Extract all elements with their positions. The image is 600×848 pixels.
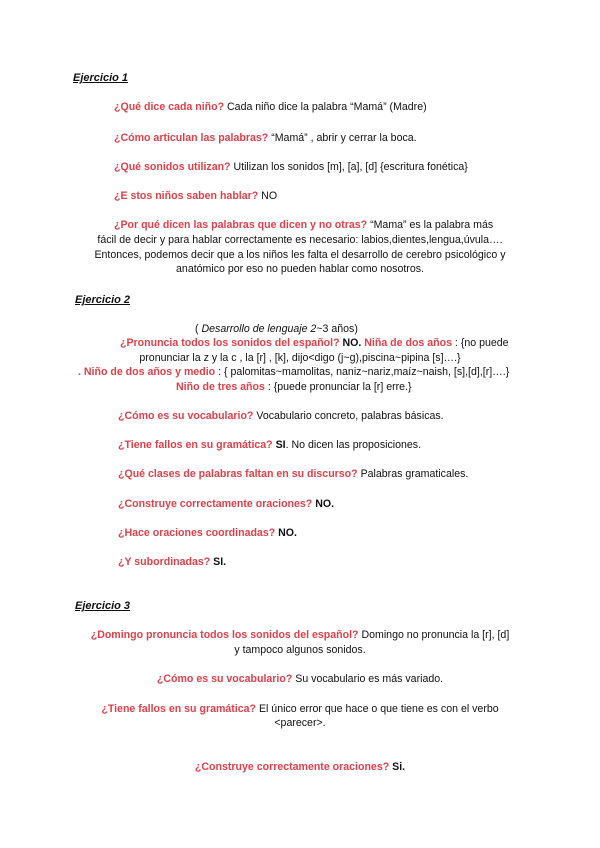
question: ¿Domingo pronuncia todos los sonidos del español? [90,629,359,641]
girl2-label: Niña de dos años [361,337,452,349]
question: ¿Cómo es su vocabulario? [118,410,254,422]
ex1-a5-line3: Entonces, podemos decir que a los niños les falta el desarrollo de cerebro psicológico y [94,249,506,261]
answer: Cada niño dice la palabra “Mamá” (Madre) [224,101,427,113]
girl2-text: : {no puede [451,337,509,349]
exercise-3-title: Ejercicio 3 [75,600,131,612]
ex1-q5-line [114,219,493,232]
question: ¿E stos niños saben hablar? [114,190,259,202]
answer: “Mamá” , abrir y cerrar la boca. [268,132,417,144]
answer: El único error que hace o que tiene es con el verbo [256,703,499,715]
question: ¿Qué clases de palabras faltan en su discurso? [118,468,358,480]
exercise-2-title: Ejercicio 2 [75,294,131,306]
boy3-label: Niño de tres años [176,381,265,393]
ex2-girl25-line [78,366,509,379]
ex3-q4-line [60,761,540,774]
ex1-q4-line [114,190,277,203]
answer: SI. [210,556,227,568]
exercise-1-title: Ejercicio 1 [73,72,129,84]
question: ¿Hace oraciones coordinadas? [118,527,276,539]
ex2-girl2-line2: pronunciar la z y la c , la [r] , [k], dijo<digo (j~g),piscina~pipina [s]….} [139,352,461,364]
question: ¿Construye correctamente oraciones? [194,761,390,773]
answer-bold: SI [272,439,286,451]
ex1-a5-line2: fácil de decir y para hablar correctamente es necesario: labios,dientes,lengua,úvula…. [97,234,503,246]
ex1-q3-line [114,161,468,174]
question: ¿Tiene fallos en su gramática? [101,703,256,715]
ex2-q1-line [120,337,509,350]
ex2-q3-line [118,439,421,452]
question: ¿Qué dice cada niño? [114,101,225,113]
answer: NO. [312,498,335,510]
question: ¿Tiene fallos en su gramática? [118,439,273,451]
answer: Si. [389,761,406,773]
ex1-a5-line4: anatómico por eso no pueden hablar como nosotros. [176,263,424,275]
answer: Utilizan los sonidos [m], [a], [d] {escritura fonética} [230,161,468,173]
question: ¿Cómo articulan las palabras? [114,132,269,144]
ex3-q3-line [60,703,540,716]
ex3-q1-line [60,629,540,642]
subtitle-italic: Desarrollo de lenguaje 2 [201,323,317,335]
answer: Palabras gramaticales. [357,468,469,480]
question: ¿Y subordinadas? [118,556,211,568]
subtitle-rest: ~3 años) [316,323,358,335]
ex2-q4-line [118,468,468,481]
answer: Domingo no pronuncia la [r], [d] [358,629,510,641]
ex3-q2-line [60,673,540,686]
question: ¿Cómo es su vocabulario? [156,673,293,685]
question: ¿Qué sonidos utilizan? [114,161,231,173]
answer: . No dicen las proposiciones. [285,439,422,451]
answer: NO [258,190,278,202]
ex2-q5-line [118,498,334,511]
boy3-text: : {puede pronunciar la [r] erre.} [264,381,412,393]
ex3-a3-line2: <parecer>. [274,717,326,729]
girl25-text: : { palomitas~mamolitas, naniz~nariz,maíz~naish, [s],[d],[r]….} [215,366,510,378]
girl25-label: . Niño de dos años y medio [78,366,216,378]
answer: NO. [339,337,362,349]
ex1-q1-line [114,101,427,114]
ex2-q7-line [118,556,226,569]
ex2-q6-line [118,527,297,540]
answer: Vocabulario concreto, palabras básicas. [253,410,444,422]
question: ¿Pronuncia todos los sonidos del español? [120,337,340,349]
question: ¿Por qué dicen las palabras que dicen y no otras? [114,219,368,231]
ex1-q2-line [114,132,417,145]
question: ¿Construye correctamente oraciones? [118,498,313,510]
answer: “Mama” es la palabra más [367,219,494,231]
ex2-boy3-line [176,381,412,394]
ex2-subtitle [195,323,358,336]
subtitle-open: ( [195,323,202,335]
ex2-q2-line [118,410,444,423]
ex3-a1-line2: y tampoco algunos sonidos. [234,644,366,656]
answer: Su vocabulario es más variado. [292,673,444,685]
answer: NO. [275,527,297,539]
